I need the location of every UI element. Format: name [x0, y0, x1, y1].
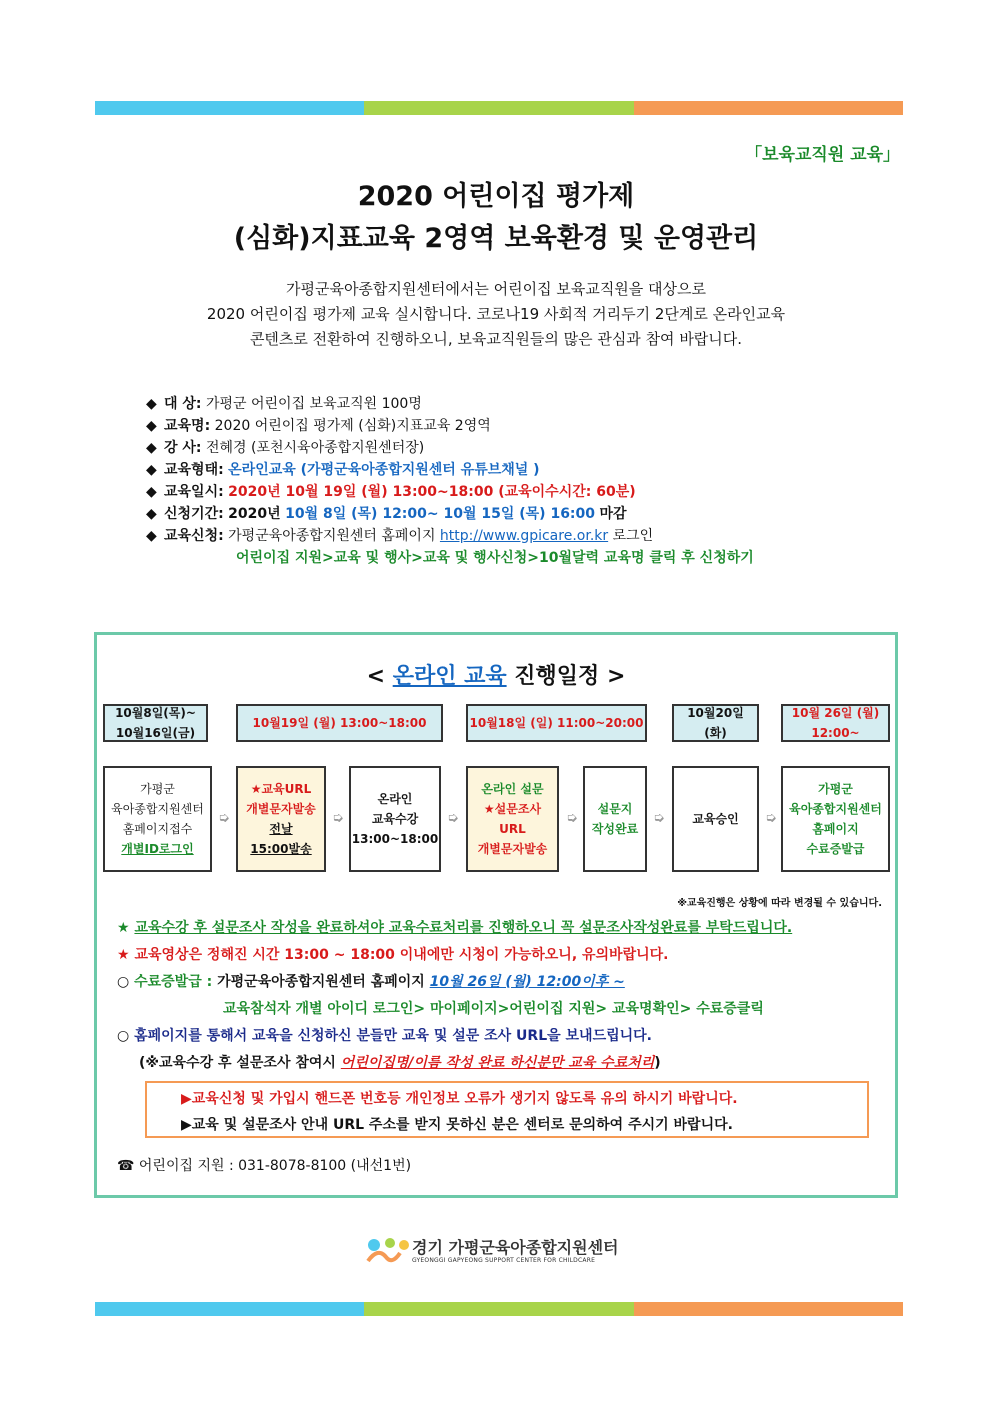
step-text: 홈페이지접수 [122, 822, 193, 836]
step-text: 육아종합지원센터 [111, 802, 204, 816]
note-date: 10월 26일 (월) 12:00이후 ~ [429, 974, 625, 990]
info-value: 가평군 어린이집 보육교직원 100명 [205, 396, 422, 412]
schedule-title-close: > [606, 664, 626, 689]
date-box-2: 10월19일 (월) 13:00~18:00 [236, 704, 443, 742]
note-text: 가평군육아종합지원센터 홈페이지 [217, 974, 425, 990]
note-text: 교육영상은 정해진 시간 13:00 ~ 18:00 이내에만 시청이 가능하오니, 유의바랍니다. [134, 947, 669, 963]
diamond-icon: ◆ [146, 418, 157, 434]
step-text: ★교육URL [250, 782, 312, 796]
info-value: 2020 어린이집 평가제 (심화)지표교육 2영역 [214, 418, 491, 434]
date-box-4 [672, 704, 759, 742]
diamond-icon: ◆ [146, 396, 157, 412]
intro-line: 2020 어린이집 평가제 교육 실시합니다. 코로나19 사회적 거리두기 2단계로 온라인교육 [206, 305, 786, 323]
bar-segment-blue [95, 101, 364, 115]
info-row-lecturer [146, 437, 754, 459]
schedule-title-rest: 진행일정 [514, 664, 600, 689]
note-row [117, 915, 792, 942]
step-box-2 [236, 766, 326, 872]
step-box-1 [103, 766, 212, 872]
date-text: (화) [704, 726, 727, 740]
info-value: 로그인 [612, 528, 654, 544]
intro-paragraph [0, 277, 992, 352]
step-text: 온라인 [377, 792, 413, 806]
info-row-apply [146, 525, 754, 547]
step-text: 교육승인 [692, 812, 739, 826]
arrow-right-icon: ➭ [566, 810, 578, 826]
star-icon: ★ [117, 947, 130, 963]
diamond-icon: ◆ [146, 506, 157, 522]
step-text: 전날 [269, 822, 293, 836]
info-row-apply-period [146, 503, 754, 525]
date-box-3: 10월18일 (일) 11:00~20:00 [466, 704, 647, 742]
info-label: 대 상: [164, 396, 202, 412]
schedule-notice: ※교육진행은 상황에 따라 변경될 수 있습니다. [677, 898, 882, 909]
step-text: 설문지 [597, 802, 633, 816]
step-text: 가평군 [140, 782, 175, 796]
footer-logo [364, 1233, 619, 1269]
schedule-title-open: < [366, 664, 386, 689]
step-text: 가평군 [818, 782, 853, 796]
circle-icon: ○ [117, 1028, 130, 1044]
bar-segment-blue [95, 1302, 364, 1316]
note-highlight: 어린이집명/이름 작성 완료 하신분만 교육 수료처리 [340, 1055, 655, 1071]
notes-list [117, 915, 792, 1077]
diamond-icon: ◆ [146, 484, 157, 500]
step-text: 교육수강 [371, 812, 419, 826]
info-value: 마감 [599, 506, 627, 522]
info-label: 교육신청: [164, 528, 224, 544]
step-box-6 [672, 766, 759, 872]
date-text: 12:00~ [811, 726, 860, 740]
date-box-1 [103, 704, 208, 742]
step-text: 홈페이지 [812, 822, 859, 836]
info-value: 2020년 10월 19일 (월) 13:00~18:00 (교육이수시간: 60분) [228, 484, 636, 500]
date-text: 10월8일(목)~ [115, 706, 196, 720]
note-text: 홈페이지를 통해서 교육을 신청하신 분들만 교육 및 설문 조사 URL을 보내드립니다. [134, 1028, 652, 1044]
contact-text: 어린이집 지원 : 031-8078-8100 (내선1번) [138, 1158, 412, 1174]
diamond-icon: ◆ [146, 462, 157, 478]
arrow-right-icon: ➭ [765, 810, 777, 826]
info-label: 교육형태: [164, 462, 224, 478]
arrow-right-icon: ➭ [447, 810, 459, 826]
note-row [117, 1023, 792, 1050]
logo-subtitle: GYEONGGI GAPYEONG SUPPORT CENTER FOR CHILDCARE [412, 1256, 596, 1264]
info-label: 강 사: [164, 440, 202, 456]
info-list [146, 393, 754, 569]
info-row-target [146, 393, 754, 415]
step-text: ★설문조사 [483, 802, 542, 816]
bar-segment-green [364, 101, 633, 115]
contact-line [117, 1155, 411, 1175]
step-text: 육아종합지원센터 [789, 802, 882, 816]
date-text: 10월16일(금) [115, 726, 196, 740]
schedule-title [0, 659, 992, 690]
info-label: 신청기간: [164, 506, 224, 522]
date-text: 10월20일 [687, 706, 744, 720]
circle-icon: ○ [117, 974, 130, 990]
intro-line: 가평군육아종합지원센터에서는 어린이집 보육교직원을 대상으로 [285, 280, 707, 298]
note-row [117, 969, 792, 996]
note-row [117, 1050, 792, 1077]
info-row-format [146, 459, 754, 481]
step-text: 개별문자발송 [477, 842, 548, 856]
top-color-bar [95, 101, 903, 115]
date-text: 10월 26일 (월) [791, 706, 880, 720]
bottom-color-bar [95, 1302, 903, 1316]
bar-segment-orange [634, 1302, 903, 1316]
step-text: 개별ID로그인 [121, 842, 194, 856]
page-title-line2: (심화)지표교육 2영역 보육환경 및 운영관리 [233, 223, 759, 254]
bar-segment-green [364, 1302, 633, 1316]
step-text: 15:00발송 [250, 842, 312, 856]
center-logo-icon [364, 1233, 412, 1269]
step-text: URL [499, 822, 526, 836]
note-text: (※교육수강 후 설문조사 참여시 [139, 1055, 336, 1071]
star-icon: ★ [117, 920, 130, 936]
warning-line: ▶교육 및 설문조사 안내 URL 주소를 받지 못하신 분은 센터로 문의하여 주시기 바랍니다. [181, 1117, 733, 1133]
step-text: 온라인 설문 [481, 782, 544, 796]
step-box-4 [466, 766, 559, 872]
diamond-icon: ◆ [146, 440, 157, 456]
info-value: 전혜경 (포천시육아종합지원센터장) [205, 440, 425, 456]
info-value: 온라인교육 (가평군육아종합지원센터 유튜브채널 ) [228, 462, 540, 478]
step-text: 수료증발급 [806, 842, 865, 856]
step-text: 개별문자발송 [246, 802, 316, 816]
arrow-right-icon: ➭ [218, 810, 230, 826]
category-label: 「보육교직원 교육」 [745, 145, 900, 165]
page-title-line1: 2020 어린이집 평가제 [357, 181, 635, 212]
info-value: 2020년 [228, 506, 281, 522]
info-label: 교육명: [164, 418, 211, 434]
info-value-highlight: 10월 8일 (목) 12:00~ 10월 15일 (목) 16:00 [285, 506, 596, 522]
phone-icon: ☎ [117, 1158, 135, 1174]
warning-line: ▶교육신청 및 가입시 핸드폰 번호등 개인정보 오류가 생기지 않도록 유의 하시기 바랍니다. [181, 1091, 738, 1107]
schedule-title-highlight: 온라인 교육 [392, 664, 507, 689]
date-box-5 [781, 704, 890, 742]
note-row [117, 942, 792, 969]
warning-box [145, 1081, 869, 1138]
info-value: 가평군육아종합지원센터 홈페이지 [228, 528, 436, 544]
info-apply-path: 어린이집 지원>교육 및 행사>교육 및 행사신청>10월달력 교육명 클릭 후 신청하기 [236, 550, 754, 566]
note-text: 교육수강 후 설문조사 작성을 완료하셔야 교육수료처리를 진행하오니 꼭 설문조사작성완료를 부탁드립니다. [134, 920, 793, 936]
step-text: 작성완료 [591, 822, 639, 836]
diamond-icon: ◆ [146, 528, 157, 544]
step-text: 13:00~18:00 [351, 832, 439, 846]
step-box-3 [349, 766, 441, 872]
step-box-5 [583, 766, 647, 872]
info-label: 교육일시: [164, 484, 224, 500]
step-box-7 [781, 766, 890, 872]
intro-line: 콘텐츠로 전환하여 진행하오니, 보육교직원들의 많은 관심과 참여 바랍니다. [249, 330, 743, 348]
bar-segment-orange [634, 101, 903, 115]
note-path: 교육참석자 개별 아이디 로그인> 마이페이지>어린이집 지원> 교육명확인> 수료증클릭 [223, 1001, 764, 1017]
note-text: ) [654, 1055, 661, 1071]
homepage-link[interactable]: http://www.gpicare.or.kr [439, 528, 609, 544]
arrow-right-icon: ➭ [653, 810, 665, 826]
note-label: 수료증발급 : [134, 974, 213, 990]
info-row-name [146, 415, 754, 437]
info-row-date [146, 481, 754, 503]
arrow-right-icon: ➭ [332, 810, 344, 826]
logo-name: 경기 가평군육아종합지원센터 [412, 1237, 619, 1257]
